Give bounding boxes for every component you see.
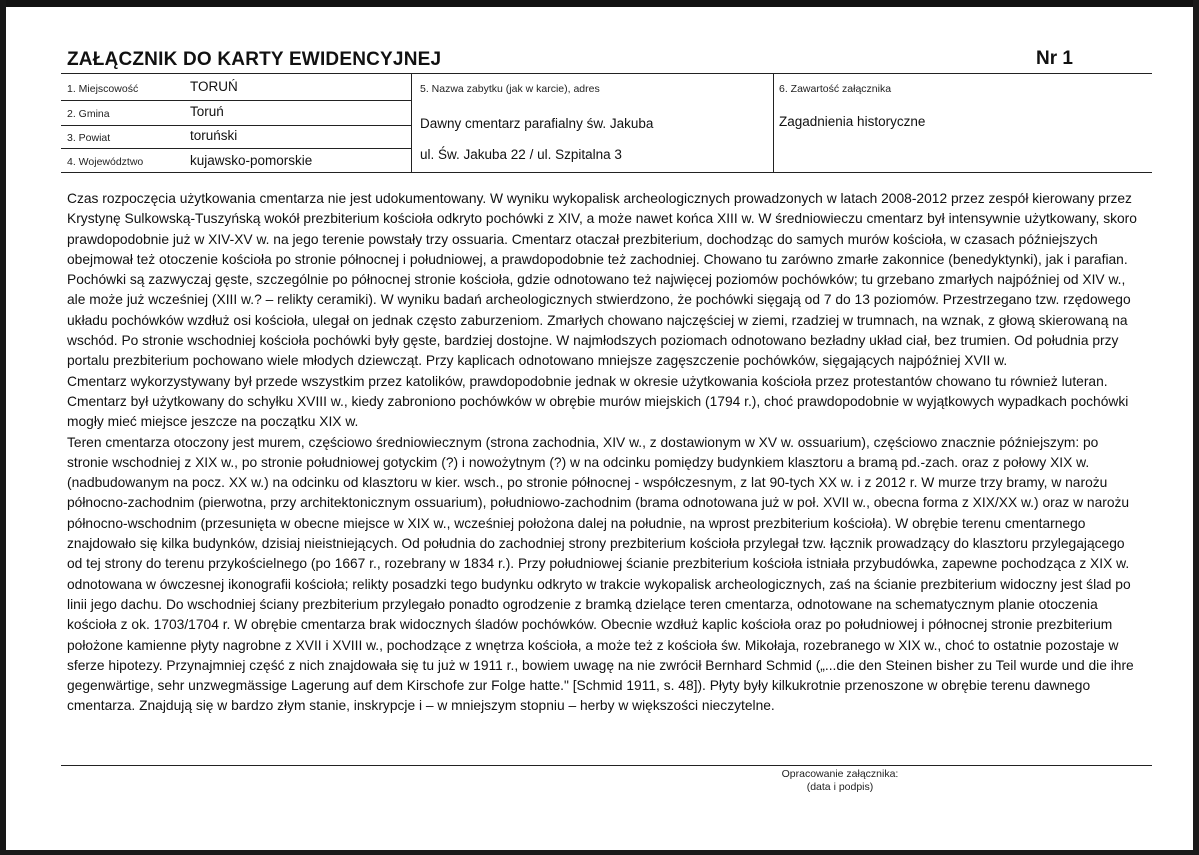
miejscowosc-label: 1. Miejscowość [67,83,139,95]
row-divider [61,148,411,149]
column-divider [773,74,774,172]
wojewodztwo-label: 4. Województwo [67,156,144,168]
miejscowosc-value: TORUŃ [190,79,238,94]
footer-label [760,768,920,793]
header-table [61,73,1152,173]
footer-line2: (data i podpis) [806,780,874,793]
gmina-label: 2. Gmina [67,108,110,120]
row-divider [61,100,411,101]
nazwa-value: Dawny cmentarz parafialny św. Jakuba [420,116,654,131]
column-divider [411,74,412,172]
nazwa-address: ul. Św. Jakuba 22 / ul. Szpitalna 3 [420,147,622,162]
powiat-label: 3. Powiat [67,132,111,144]
body-paragraph: Czas rozpoczęcia użytkowania cmentarza nie jest udokumentowany. W wyniku wykopalisk archeologicznych prowadzonych w latach 2008-2012 przez zespół kierowany przez Krystynę Sulkowską-Tuszyńską wokół prezbiterium kościoła odkryto pochówki z XIV, a może nawet końca XIII w. W średniowieczu cmentarz był intensywnie użytkowany, skoro prawdopodobnie już w XIV-XV w. na jego terenie powstały trzy ossuaria. Cmentarz otaczał prezbiterium, dochodząc do samych murów kościoła, w czasach późniejszych obejmował też otoczenie kościoła po stronie północnej i południowej, a prawdopodobnie też zachodniej. Chowano tu zarówno zmarłe zakonnice (benedyktynki), jak i parafian. Pochówki są zazwyczaj gęste, szczególnie po północnej stronie kościoła, gdzie odnotowano też najwięcej poziomów pochówków; tu grzebano zmarłych najpóźniej od XIV w., ale może już wcześniej (XIII w.? – relikty ceramiki). W wyniku badań archeologicznych stwierdzono, że pochówki sięgają od 7 do 13 poziomów. Przestrzegano tzw. rzędowego układu pochówków wzdłuż osi kościoła, ulegał on jednak często zaburzeniom. Zmarłych chowano najczęściej w ziemi, rzadziej w trumnach, na wznak, z głową skierowaną na wschód. Po stronie wschodniej kościoła pochówki były gęste, bardziej dostojne. W najmłodszych poziomach odnotowano bezładny układ ciał, bez trumien. Od południa przy portalu prezbiterium pochowano wiele młodych dziewcząt. Przy kaplicach odnotowano mniejsze zagęszczenie pochówków, sięgających najpóźniej XVII w. [67,191,1137,369]
wojewodztwo-value: kujawsko-pomorskie [190,153,313,168]
document-number: Nr 1 [1036,48,1073,69]
body-text [67,189,1139,717]
row-divider [61,125,411,126]
gmina-value: Toruń [190,104,224,119]
document-title: ZAŁĄCZNIK DO KARTY EWIDENCYJNEJ [67,49,442,70]
zawartosc-value: Zagadnienia historyczne [779,114,926,129]
powiat-value: toruński [190,128,238,143]
footer-line1: Opracowanie załącznika: [781,768,899,780]
scan-border-top [0,0,1199,7]
scan-border-bottom [0,850,1199,855]
zawartosc-label: 6. Zawartość załącznika [779,83,892,95]
scan-border-left [0,0,6,855]
body-paragraph: Teren cmentarza otoczony jest murem, częściowo średniowiecznym (strona zachodnia, XIV w., z dostawionym w XV w. ossuarium), częściowo znacznie późniejszym: po stronie wschodniej z XIX w., po stronie południowej gotyckim (?) i nowożytnym (?) w na odcinku pomiędzy budynkiem klasztoru a bramą pd.-zach. oraz z połowy XIX w. (nadbudowanym na pocz. XX w.) na odcinku od klasztoru w kier. wsch., po stronie północnej - współczesnym, z lat 90-tych XX w. i z 2012 r. W murze trzy bramy, w narożu północno-zachodnim (pierwotna, przy architektonicznym ossuarium), południowo-zachodnim (brama odnotowana już w poł. XVII w., obecna forma z XIX/XX w.) oraz w narożu północno-wschodnim (przesunięta w obecne miejsce w XIX w., wcześniej położona dalej na południe, na wprost prezbiterium kościoła). W obrębie terenu cmentarnego znajdowało się kilka budynków, dzisiaj nieistniejących. Od południa do zachodniej strony prezbiterium kościoła przylegał tzw. łącznik prowadzący do klasztoru przylegającego od tej strony do terenu przykościelnego (po 1667 r., rozebrany w 1834 r.). Przy południowej ścianie prezbiterium kościoła istniała przybudówka, zapewne pochodząca z XIX w. odnotowana w ówczesnej ikonografii kościoła; relikty posadzki tego budynku odkryto w trakcie wykopalisk archeologicznych, zaś na ścianie prezbiterium widoczny jest ślad po linii jego dachu. Do wschodniej ściany prezbiterium przylegało ponadto ogrodzenie z bramką dzielące teren cmentarza, odnotowane na schematycznym planie otoczenia kościoła z ok. 1703/1704 r. W obrębie cmentarza brak widocznych śladów pochówków. Obecnie wzdłuż kaplic kościoła oraz po południowej i północnej stronie prezbiterium położone kamienne płyty nagrobne z XVII i XVIII w., pochodzące z wnętrza kościoła, a może też z kościoła św. Mikołaja, rozebranego w XIX w., choć to ostatnie pozostaje w sferze hipotezy. Przynajmniej część z nich znajdowała się tu już w 1911 r., bowiem uwagę na nie zwrócił Bernhard Schmid („...die den Steinen bisher zu Teil wurde und die ihre gegenwärtige, sehr unzwegmässige Lagerung auf dem Kirschofe zur Folge hatte." [Schmid 1911, s. 48]). Płyty były kilkukrotnie przenoszone w obrębie terenu dawnego cmentarza. Znajdują się w bardzo złym stanie, inskrypcje i – w mniejszym stopniu – herby w większości nieczytelne. [67,434,1134,714]
body-paragraph: Cmentarz wykorzystywany był przede wszystkim przez katolików, prawdopodobnie jednak w okresie użytkowania kościoła przez protestantów chowano tu również luteran. Cmentarz był użytkowany do schyłku XVIII w., kiedy zabroniono pochówków w obrębie murów miejskich (1794 r.), choć prawdopodobnie w wyjątkowych wypadkach pochówki mogły mieć miejsce jeszcze na początku XIX w. [67,373,1129,430]
scan-border-right [1193,0,1199,855]
footer-line [61,765,1152,766]
nazwa-label: 5. Nazwa zabytku (jak w karcie), adres [420,83,600,95]
